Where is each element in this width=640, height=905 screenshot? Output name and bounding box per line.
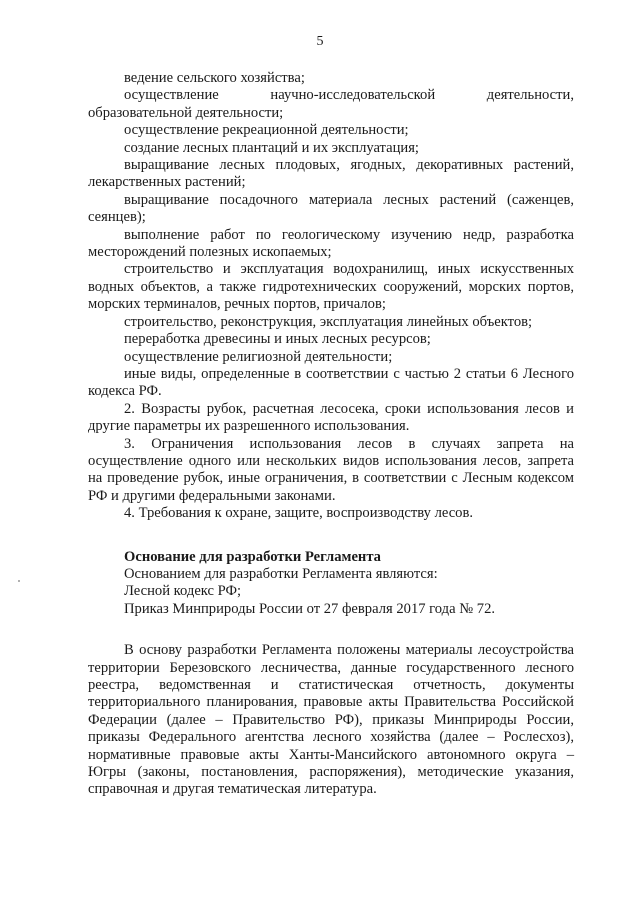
numbered-item-2: 2. Возрасты рубок, расчетная лесосека, сроки использования лесов и другие параметры их разрешенного использования. — [88, 400, 574, 435]
list-item: переработка древесины и иных лесных ресурсов; — [124, 331, 431, 348]
list-item: осуществление религиозной деятельности; — [124, 348, 393, 365]
basis-heading: Основание для разработки Регламента — [124, 548, 381, 565]
basis-item: Приказ Минприроды России от 27 февраля 2017 года № 72. — [124, 600, 496, 617]
document-body — [88, 70, 574, 799]
numbered-item-4: 4. Требования к охране, защите, воспроизводству лесов. — [124, 505, 474, 522]
list-item: строительство и эксплуатация водохранилищ, иных искусственных водных объектов, а также гидротехнических сооружений, морских портов, морских терминалов, речных портов, причалов; — [88, 261, 574, 313]
list-item: создание лесных плантаций и их эксплуатация; — [124, 139, 419, 156]
scan-speck — [18, 580, 20, 582]
list-item: строительство, реконструкция, эксплуатация линейных объектов; — [124, 313, 533, 330]
page-number: 5 — [316, 34, 324, 49]
closing-paragraph: В основу разработки Регламента положены материалы лесоустройства территории Березовского лесничества, данные государственного лесного реестра, ведомственная и статистическая отчетность, документы территориального планирования, правовые акты Правительства Российской Федерации (далее – Правительство РФ), приказы Минприроды России, приказы Федерального агентства лесного хозяйства (далее – Рослесхоз), нормативные правовые акты Ханты-Мансийского автономного округа – Югры (законы, постановления, распоряжения), методические указания, справочная и другая тематическая литература. — [88, 642, 574, 798]
list-item: осуществление научно-исследовательской деятельности, образовательной деятельности; — [88, 87, 574, 121]
list-item: выращивание посадочного материала лесных растений (саженцев, сеянцев); — [88, 191, 574, 226]
basis-intro: Основанием для разработки Регламента являются: — [124, 565, 438, 582]
basis-item: Лесной кодекс РФ; — [124, 583, 242, 600]
list-item: выращивание лесных плодовых, ягодных, декоративных растений, лекарственных растений; — [88, 157, 574, 191]
list-item: выполнение работ по геологическому изучению недр, разработка месторождений полезных ископаемых; — [88, 226, 574, 261]
list-item: осуществление рекреационной деятельности; — [124, 122, 409, 139]
list-item: ведение сельского хозяйства; — [124, 70, 305, 86]
numbered-item-3: 3. Ограничения использования лесов в случаях запрета на осуществление одного или нескольких видов использования лесов, запрета на проведение рубок, иные ограничения, в соответствии с Лесным кодексом РФ и другими федеральными законами. — [88, 435, 574, 504]
list-item: иные виды, определенные в соответствии с частью 2 статьи 6 Лесного кодекса РФ. — [88, 365, 574, 400]
